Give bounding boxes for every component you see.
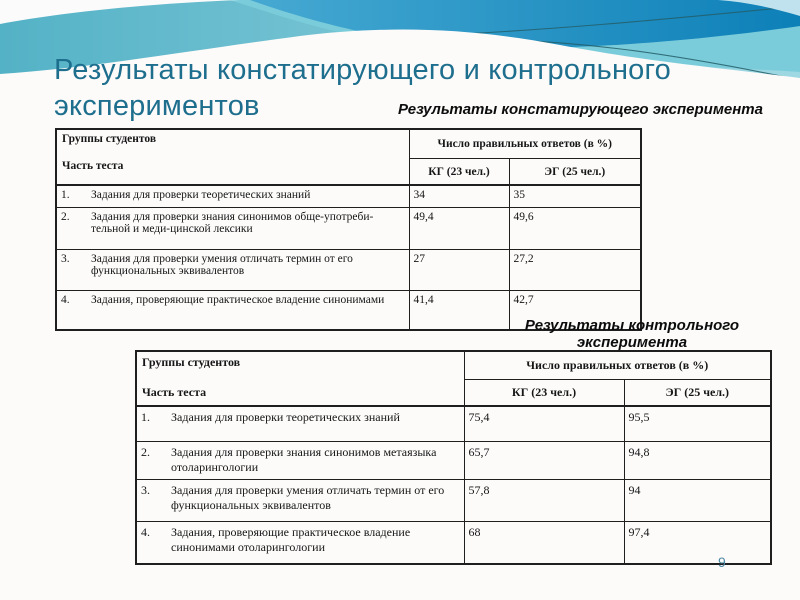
table-row [136,441,771,479]
row-number: 2. [141,444,150,459]
table-row [136,406,771,441]
table-row [56,185,641,207]
eg-value-cell: 35 [509,185,641,207]
header-row-1 [136,351,771,379]
kg-value-cell: 65,7 [464,441,624,479]
kg-value-cell: 75,4 [464,406,624,441]
kg-value-cell: 49,4 [409,207,509,249]
group-header-line2: Часть теста [142,385,207,399]
header-row-1 [56,129,641,158]
task-cell: Задания для проверки умения отличать термин от его функциональных эквивалентов [171,482,445,512]
eg-column-header: ЭГ (25 чел.) [509,158,641,185]
task-cell: Задания для проверки теоретических знаний [91,189,311,201]
eg-value-cell: 94 [624,479,771,521]
kg-column-header: КГ (23 чел.) [464,379,624,406]
group-header-cell [136,351,464,406]
values-title-cell: Число правильных ответов (в %) [464,351,771,379]
table-row [136,479,771,521]
row-number: 4. [61,293,70,306]
row-number: 4. [141,524,150,539]
table-row [56,249,641,290]
values-title-cell: Число правильных ответов (в %) [409,129,641,158]
kg-value-cell: 34 [409,185,509,207]
control-results-table [135,350,772,565]
eg-value-cell: 49,6 [509,207,641,249]
task-cell: Задания для проверки теоретических знаний [171,410,400,424]
task-cell: Задания, проверяющие практическое владение синонимами [91,293,385,306]
task-cell: Задания для проверки знания синонимов обще-употреби-тельной и меди-цинской лексики [91,210,374,235]
table-row [56,207,641,249]
kg-column-header: КГ (23 чел.) [409,158,509,185]
group-header-cell [56,129,409,185]
eg-value-cell: 27,2 [509,249,641,290]
table-row [136,521,771,564]
group-header-line2: Часть теста [62,160,124,172]
task-cell: Задания для проверки знания синонимов метаязыка отоларингологии [171,444,437,474]
task-cell: Задания, проверяющие практическое владение синонимами отоларингологии [171,524,411,554]
eg-value-cell: 97,4 [624,521,771,564]
kg-value-cell: 27 [409,249,509,290]
row-number: 3. [61,252,70,265]
eg-value-cell: 94,8 [624,441,771,479]
kg-value-cell: 41,4 [409,290,509,330]
row-number: 2. [61,210,70,223]
eg-value-cell: 42,7 [509,290,641,330]
row-number: 1. [141,410,150,424]
row-number: 3. [141,482,150,497]
group-header-line1: Группы студентов [142,355,241,369]
kg-value-cell: 68 [464,521,624,564]
eg-value-cell: 95,5 [624,406,771,441]
row-number: 1. [61,189,70,201]
group-header-line1: Группы студентов [62,133,157,145]
page-number: 9 [718,554,726,570]
kg-value-cell: 57,8 [464,479,624,521]
table-caption-control: Результаты контрольного эксперимента [524,317,740,351]
slide-title: Результаты констатирующего и контрольного экспериментов [54,54,671,122]
eg-column-header: ЭГ (25 чел.) [624,379,771,406]
task-cell: Задания для проверки умения отличать термин от его функциональных эквивалентов [91,252,353,277]
constating-results-table [55,128,642,331]
table-caption-constating: Результаты констатирующего эксперимента [397,101,763,118]
